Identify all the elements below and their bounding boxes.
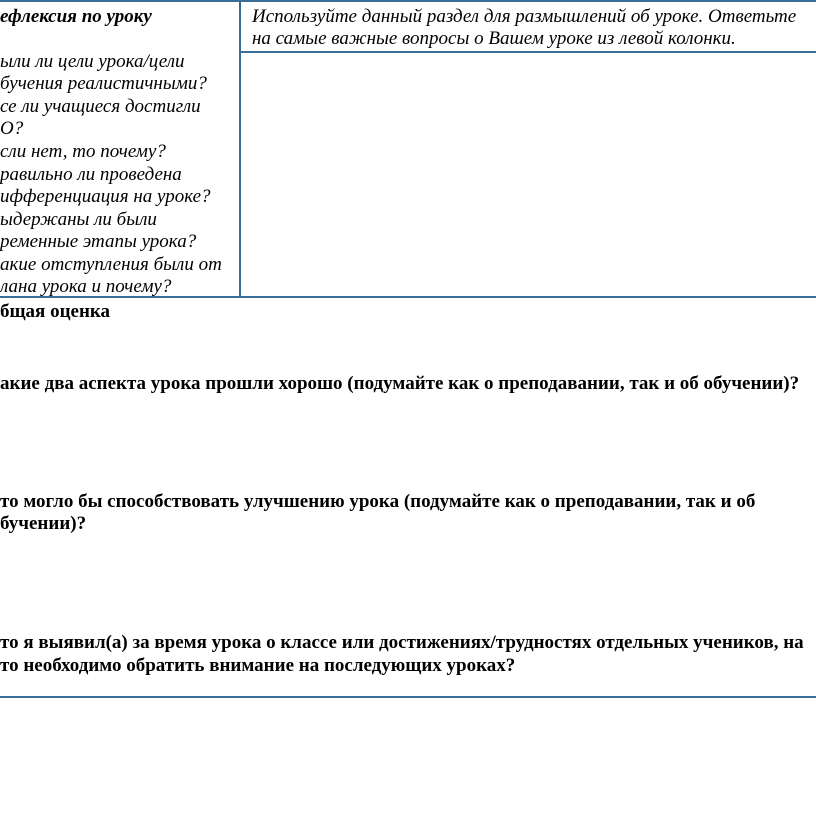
reflection-question-line: ыли ли цели урока/цели: [0, 51, 185, 72]
assessment-question-2-line-2: бучении)?: [0, 513, 87, 534]
reflection-question-line: ыдержаны ли были: [0, 209, 157, 230]
instructions-line-2: на самые важные вопросы о Вашем уроке из левой колонки.: [252, 28, 736, 49]
reflection-question-line: лана урока и почему?: [0, 276, 172, 297]
assessment-question-3-line-2: то необходимо обратить внимание на последующих уроках?: [0, 655, 516, 676]
instructions-line-1: Используйте данный раздел для размышлений об уроке. Ответьте: [252, 6, 797, 27]
reflection-heading: ефлексия по уроку: [0, 6, 152, 27]
reflection-question-line: О?: [0, 118, 24, 139]
assessment-question-2-line-1: то могло бы способствовать улучшению урока (подумайте как о преподавании, так и об: [0, 491, 756, 512]
assessment-question-1: акие два аспекта урока прошли хорошо (подумайте как о преподавании, так и об обучении)?: [0, 373, 800, 394]
reflection-question-line: акие отступления были от: [0, 254, 222, 275]
assessment-heading: бщая оценка: [0, 301, 111, 322]
reflection-question-line: ременные этапы урока?: [0, 231, 197, 252]
table-top-border: [0, 0, 816, 2]
reflection-question-line: бучения реалистичными?: [0, 73, 207, 94]
assessment-question-3-line-1: то я выявил(а) за время урока о классе или достижениях/трудностях отдельных учеников, на: [0, 632, 804, 653]
assessment-bottom-border: [0, 696, 816, 698]
reflection-question-line: равильно ли проведена: [0, 164, 182, 185]
reflection-question-line: се ли учащиеся достигли: [0, 96, 201, 117]
reflection-question-line: ифференциация на уроке?: [0, 186, 211, 207]
reflection-question-line: сли нет, то почему?: [0, 141, 166, 162]
reflection-answer-cell[interactable]: [241, 53, 816, 296]
